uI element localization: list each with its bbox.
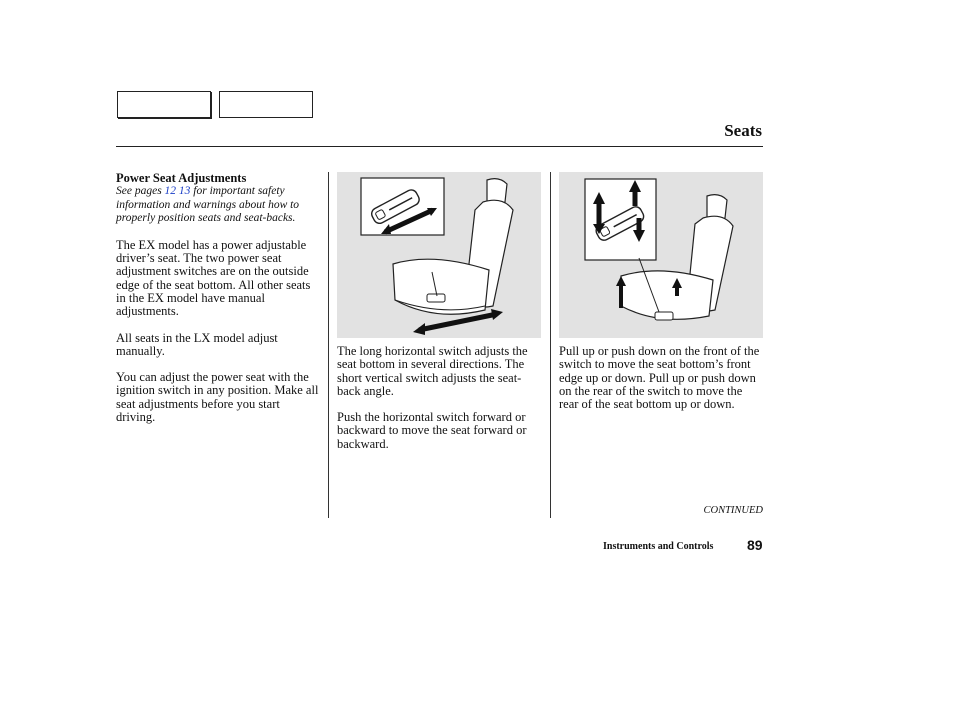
seat-slide-illustration	[337, 172, 541, 338]
paragraph-lx-model: All seats in the LX model adjust manually.	[116, 330, 278, 358]
safety-note	[116, 185, 321, 226]
paragraph-ex-model: The EX model has a power adjustable driver’s seat. The two power seat adjustment switches are on the outside edge of the seat bottom. All other seats in the EX model have manual adjustments.	[116, 237, 311, 319]
left-column	[116, 172, 321, 437]
nav-button-contents[interactable]	[117, 91, 211, 118]
note-suffix: for important safety information and warnings about how to properly position seats and seat-backs.	[116, 185, 300, 225]
page-link-13[interactable]: 13	[178, 185, 191, 198]
nav-button-index[interactable]	[219, 91, 313, 118]
paragraph-up-down: Pull up or push down on the front of the switch to move the seat bottom’s front edge up or down. Pull up or push down on the rear of the switch to move the rear of the seat bottom up or down.	[559, 344, 760, 412]
paragraph-forward-backward: Push the horizontal switch forward or backward to move the seat forward or backward.	[337, 410, 527, 451]
note-prefix: See pages	[116, 185, 165, 198]
page-link-12[interactable]: 12	[164, 185, 177, 198]
paragraph-ignition: You can adjust the power seat with the ignition switch in any position. Make all seat adjustments before you start driving.	[116, 370, 319, 425]
section-title: Power Seat Adjustments	[116, 171, 247, 185]
continued-label: CONTINUED	[703, 505, 763, 516]
header-divider	[116, 146, 763, 147]
middle-column	[337, 345, 542, 464]
paragraph-switch-description: The long horizontal switch adjusts the seat bottom in several directions. The short vertical switch adjusts the seat-back angle.	[337, 344, 528, 398]
page-number: 89	[747, 537, 763, 553]
column-divider	[550, 172, 551, 518]
seat-height-illustration	[559, 172, 763, 338]
column-divider	[328, 172, 329, 518]
right-column	[559, 345, 764, 424]
footer-section-title: Instruments and Controls	[603, 541, 714, 552]
page-title: Seats	[724, 121, 762, 140]
